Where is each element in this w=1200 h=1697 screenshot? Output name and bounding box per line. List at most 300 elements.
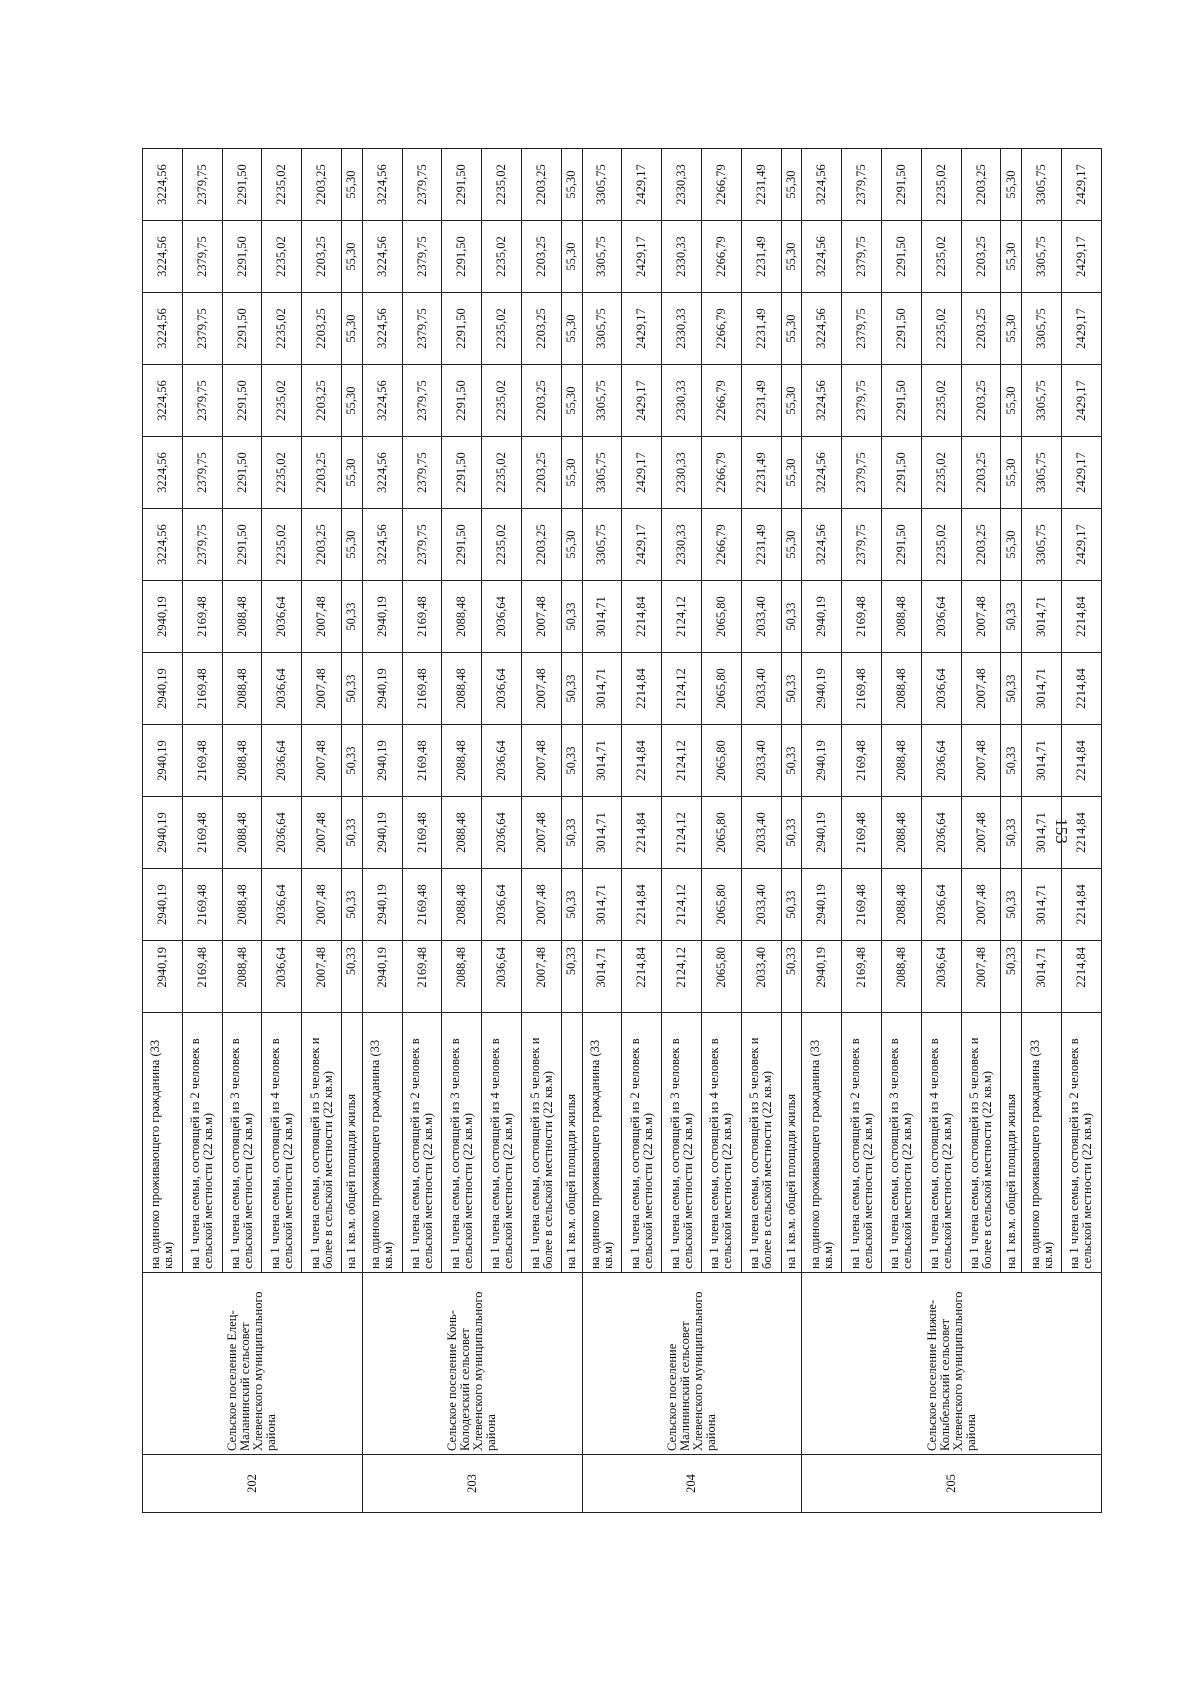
value-cell: 2214,84 xyxy=(1061,725,1101,797)
value-cell: 55,30 xyxy=(781,293,802,365)
value-cell: 3224,56 xyxy=(802,221,842,293)
value-cell: 2235,02 xyxy=(482,293,522,365)
value-cell: 3305,75 xyxy=(582,221,622,293)
value-cell: 2330,33 xyxy=(662,293,702,365)
value-cell: 2940,19 xyxy=(362,725,402,797)
value-cell: 3224,56 xyxy=(802,437,842,509)
row-description: на 1 кв.м. общей площади жилья xyxy=(342,1013,363,1273)
value-cell: 2036,64 xyxy=(262,725,302,797)
value-cell: 3305,75 xyxy=(1022,437,1062,509)
value-cell: 2379,75 xyxy=(842,221,882,293)
value-cell: 2033,40 xyxy=(741,653,781,725)
value-cell: 2330,33 xyxy=(662,149,702,221)
row-description: на 1 члена семьи, состоящей из 4 человек в сельской местности (22 кв.м) xyxy=(702,1013,742,1273)
value-cell: 3305,75 xyxy=(582,293,622,365)
value-cell: 2088,48 xyxy=(442,581,482,653)
value-cell: 3224,56 xyxy=(362,293,402,365)
value-cell: 2007,48 xyxy=(961,581,1001,653)
page-number: 153 xyxy=(1052,818,1071,844)
value-cell: 55,30 xyxy=(781,437,802,509)
value-cell: 2169,48 xyxy=(402,941,442,1013)
value-cell: 2007,48 xyxy=(302,653,342,725)
value-cell: 2007,48 xyxy=(522,653,562,725)
value-cell: 55,30 xyxy=(561,437,582,509)
value-cell: 3014,71 xyxy=(1022,869,1062,941)
value-cell: 2088,48 xyxy=(222,869,262,941)
value-cell: 2124,12 xyxy=(662,725,702,797)
value-cell: 2007,48 xyxy=(961,797,1001,869)
value-cell: 2036,64 xyxy=(262,941,302,1013)
value-cell: 2169,48 xyxy=(402,869,442,941)
row-description: на 1 члена семьи, состоящей из 4 человек в сельской местности (22 кв.м) xyxy=(921,1013,961,1273)
table-row xyxy=(802,149,842,1513)
value-cell: 2291,50 xyxy=(222,437,262,509)
value-cell: 2169,48 xyxy=(842,581,882,653)
value-cell: 3014,71 xyxy=(582,869,622,941)
value-cell: 2429,17 xyxy=(1061,221,1101,293)
value-cell: 2203,25 xyxy=(522,509,562,581)
value-cell: 2169,48 xyxy=(402,653,442,725)
value-cell: 50,33 xyxy=(561,653,582,725)
value-cell: 2007,48 xyxy=(302,941,342,1013)
value-cell: 50,33 xyxy=(342,581,363,653)
value-cell: 55,30 xyxy=(1001,293,1022,365)
value-cell: 2231,49 xyxy=(741,149,781,221)
group-number: 205 xyxy=(802,1455,1102,1513)
value-cell: 2088,48 xyxy=(882,797,922,869)
value-cell: 2088,48 xyxy=(442,797,482,869)
value-cell: 2940,19 xyxy=(143,653,183,725)
value-cell: 2088,48 xyxy=(442,869,482,941)
value-cell: 50,33 xyxy=(342,725,363,797)
value-cell: 2429,17 xyxy=(1061,365,1101,437)
value-cell: 3224,56 xyxy=(362,365,402,437)
value-cell: 2379,75 xyxy=(402,293,442,365)
value-cell: 2203,25 xyxy=(961,221,1001,293)
value-cell: 50,33 xyxy=(1001,869,1022,941)
value-cell: 2266,79 xyxy=(702,437,742,509)
value-cell: 2169,48 xyxy=(842,941,882,1013)
value-cell: 2379,75 xyxy=(842,437,882,509)
value-cell: 2429,17 xyxy=(622,221,662,293)
value-cell: 3224,56 xyxy=(362,509,402,581)
value-cell: 55,30 xyxy=(781,509,802,581)
value-cell: 2291,50 xyxy=(222,509,262,581)
row-description: на 1 члена семьи, состоящей из 5 человек и более в сельской местности (22 кв.м) xyxy=(961,1013,1001,1273)
value-cell: 2088,48 xyxy=(222,941,262,1013)
value-cell: 2291,50 xyxy=(882,293,922,365)
row-description: на 1 члена семьи, состоящей из 3 человек в сельской местности (22 кв.м) xyxy=(442,1013,482,1273)
value-cell: 2033,40 xyxy=(741,941,781,1013)
value-cell: 2291,50 xyxy=(442,365,482,437)
value-cell: 2429,17 xyxy=(1061,149,1101,221)
value-cell: 55,30 xyxy=(1001,149,1022,221)
value-cell: 2036,64 xyxy=(482,797,522,869)
settlement-name: Сельское поселение Нижне-Колыбельский сельсовет Хлевенского муниципального района xyxy=(802,1273,1102,1455)
value-cell: 2124,12 xyxy=(662,941,702,1013)
value-cell: 3224,56 xyxy=(143,293,183,365)
value-cell: 2940,19 xyxy=(143,869,183,941)
value-cell: 2266,79 xyxy=(702,365,742,437)
value-cell: 2036,64 xyxy=(921,581,961,653)
value-cell: 2203,25 xyxy=(522,365,562,437)
value-cell: 2291,50 xyxy=(882,437,922,509)
rotated-table-container xyxy=(142,153,1102,1513)
value-cell: 50,33 xyxy=(781,581,802,653)
value-cell: 2291,50 xyxy=(222,149,262,221)
value-cell: 2169,48 xyxy=(182,869,222,941)
value-cell: 50,33 xyxy=(1001,725,1022,797)
value-cell: 2088,48 xyxy=(882,653,922,725)
value-cell: 2088,48 xyxy=(882,581,922,653)
value-cell: 2203,25 xyxy=(302,149,342,221)
row-description: на одиноко проживающего гражданина (33 кв.м) xyxy=(1022,1013,1062,1273)
value-cell: 2203,25 xyxy=(961,149,1001,221)
value-cell: 2940,19 xyxy=(362,941,402,1013)
value-cell: 2379,75 xyxy=(402,221,442,293)
value-cell: 55,30 xyxy=(561,221,582,293)
value-cell: 2940,19 xyxy=(362,869,402,941)
value-cell: 50,33 xyxy=(342,797,363,869)
row-description: на 1 кв.м. общей площади жилья xyxy=(781,1013,802,1273)
value-cell: 3305,75 xyxy=(582,365,622,437)
value-cell: 50,33 xyxy=(561,797,582,869)
value-cell: 2214,84 xyxy=(622,941,662,1013)
value-cell: 55,30 xyxy=(342,149,363,221)
value-cell: 2379,75 xyxy=(182,437,222,509)
value-cell: 2007,48 xyxy=(302,581,342,653)
value-cell: 2940,19 xyxy=(143,797,183,869)
value-cell: 2214,84 xyxy=(622,653,662,725)
value-cell: 55,30 xyxy=(342,509,363,581)
value-cell: 3224,56 xyxy=(362,221,402,293)
row-description: на 1 члена семьи, состоящей из 2 человек в сельской местности (22 кв.м) xyxy=(182,1013,222,1273)
value-cell: 2124,12 xyxy=(662,581,702,653)
value-cell: 50,33 xyxy=(342,653,363,725)
value-cell: 2379,75 xyxy=(402,509,442,581)
value-cell: 2007,48 xyxy=(302,725,342,797)
value-cell: 55,30 xyxy=(561,293,582,365)
value-cell: 2940,19 xyxy=(802,725,842,797)
value-cell: 2169,48 xyxy=(182,653,222,725)
value-cell: 3305,75 xyxy=(582,437,622,509)
value-cell: 2088,48 xyxy=(222,581,262,653)
value-cell: 2291,50 xyxy=(882,221,922,293)
group-number: 204 xyxy=(582,1455,802,1513)
value-cell: 2088,48 xyxy=(222,653,262,725)
value-cell: 2088,48 xyxy=(222,797,262,869)
value-cell: 3224,56 xyxy=(143,509,183,581)
table-row xyxy=(143,149,183,1513)
table-row xyxy=(582,149,622,1513)
value-cell: 2203,25 xyxy=(961,437,1001,509)
row-description: на 1 члена семьи, состоящей из 5 человек и более в сельской местности (22 кв.м) xyxy=(522,1013,562,1273)
value-cell: 2379,75 xyxy=(182,293,222,365)
value-cell: 2235,02 xyxy=(482,365,522,437)
value-cell: 2088,48 xyxy=(442,941,482,1013)
value-cell: 2429,17 xyxy=(622,509,662,581)
value-cell: 3224,56 xyxy=(802,509,842,581)
value-cell: 50,33 xyxy=(1001,581,1022,653)
value-cell: 50,33 xyxy=(781,725,802,797)
value-cell: 2231,49 xyxy=(741,509,781,581)
value-cell: 2203,25 xyxy=(302,221,342,293)
row-description: на 1 члена семьи, состоящей из 2 человек в сельской местности (22 кв.м) xyxy=(402,1013,442,1273)
value-cell: 55,30 xyxy=(1001,365,1022,437)
tariff-table xyxy=(142,148,1102,1513)
value-cell: 2940,19 xyxy=(143,725,183,797)
value-cell: 2036,64 xyxy=(262,869,302,941)
value-cell: 2203,25 xyxy=(961,509,1001,581)
value-cell: 2235,02 xyxy=(262,509,302,581)
value-cell: 2940,19 xyxy=(802,869,842,941)
value-cell: 3014,71 xyxy=(1022,725,1062,797)
value-cell: 2940,19 xyxy=(362,797,402,869)
group-number: 202 xyxy=(143,1455,363,1513)
value-cell: 2235,02 xyxy=(482,149,522,221)
value-cell: 3305,75 xyxy=(582,509,622,581)
value-cell: 2214,84 xyxy=(1061,797,1101,869)
value-cell: 2291,50 xyxy=(222,293,262,365)
value-cell: 2169,48 xyxy=(182,941,222,1013)
value-cell: 3224,56 xyxy=(802,149,842,221)
value-cell: 2007,48 xyxy=(522,797,562,869)
value-cell: 2203,25 xyxy=(302,509,342,581)
row-description: на 1 члена семьи, состоящей из 2 человек в сельской местности (22 кв.м) xyxy=(842,1013,882,1273)
value-cell: 3014,71 xyxy=(582,653,622,725)
value-cell: 2214,84 xyxy=(622,869,662,941)
value-cell: 3014,71 xyxy=(1022,653,1062,725)
value-cell: 3305,75 xyxy=(1022,365,1062,437)
value-cell: 2007,48 xyxy=(522,725,562,797)
value-cell: 2429,17 xyxy=(1061,437,1101,509)
value-cell: 3224,56 xyxy=(143,149,183,221)
value-cell: 3305,75 xyxy=(1022,221,1062,293)
value-cell: 2214,84 xyxy=(622,797,662,869)
value-cell: 2088,48 xyxy=(882,941,922,1013)
value-cell: 2124,12 xyxy=(662,797,702,869)
value-cell: 2429,17 xyxy=(622,293,662,365)
value-cell: 2036,64 xyxy=(262,653,302,725)
value-cell: 2036,64 xyxy=(482,653,522,725)
row-description: на одиноко проживающего гражданина (33 кв.м) xyxy=(582,1013,622,1273)
value-cell: 3014,71 xyxy=(1022,941,1062,1013)
value-cell: 2033,40 xyxy=(741,581,781,653)
value-cell: 2214,84 xyxy=(622,581,662,653)
value-cell: 2036,64 xyxy=(482,725,522,797)
row-description: на 1 члена семьи, состоящей из 5 человек и более в сельской местности (22 кв.м) xyxy=(741,1013,781,1273)
value-cell: 2231,49 xyxy=(741,221,781,293)
value-cell: 2214,84 xyxy=(1061,653,1101,725)
row-description: на одиноко проживающего гражданина (33 кв.м) xyxy=(802,1013,842,1273)
value-cell: 50,33 xyxy=(1001,941,1022,1013)
value-cell: 2330,33 xyxy=(662,509,702,581)
value-cell: 2033,40 xyxy=(741,869,781,941)
value-cell: 2429,17 xyxy=(1061,509,1101,581)
value-cell: 2036,64 xyxy=(921,725,961,797)
value-cell: 2266,79 xyxy=(702,509,742,581)
value-cell: 2214,84 xyxy=(1061,581,1101,653)
value-cell: 2088,48 xyxy=(442,653,482,725)
value-cell: 2033,40 xyxy=(741,725,781,797)
value-cell: 2203,25 xyxy=(522,437,562,509)
value-cell: 2379,75 xyxy=(182,509,222,581)
value-cell: 2007,48 xyxy=(522,941,562,1013)
value-cell: 2379,75 xyxy=(182,221,222,293)
value-cell: 2379,75 xyxy=(402,365,442,437)
value-cell: 2235,02 xyxy=(482,509,522,581)
value-cell: 2231,49 xyxy=(741,437,781,509)
value-cell: 2235,02 xyxy=(921,365,961,437)
settlement-name: Сельское поселение Конь-Колодезский сельсовет Хлевенского муниципального района xyxy=(362,1273,582,1455)
value-cell: 2940,19 xyxy=(802,581,842,653)
value-cell: 2291,50 xyxy=(442,509,482,581)
value-cell: 2235,02 xyxy=(482,221,522,293)
row-description: на одиноко проживающего гражданина (33 кв.м) xyxy=(362,1013,402,1273)
value-cell: 2203,25 xyxy=(522,293,562,365)
value-cell: 2235,02 xyxy=(262,293,302,365)
value-cell: 2169,48 xyxy=(182,797,222,869)
value-cell: 2007,48 xyxy=(961,725,1001,797)
value-cell: 2169,48 xyxy=(842,653,882,725)
value-cell: 2429,17 xyxy=(622,149,662,221)
value-cell: 3014,71 xyxy=(582,725,622,797)
table-row xyxy=(362,149,402,1513)
value-cell: 2036,64 xyxy=(262,581,302,653)
value-cell: 2088,48 xyxy=(882,725,922,797)
value-cell: 2291,50 xyxy=(442,293,482,365)
value-cell: 2940,19 xyxy=(802,797,842,869)
value-cell: 55,30 xyxy=(342,365,363,437)
value-cell: 2007,48 xyxy=(522,581,562,653)
value-cell: 2033,40 xyxy=(741,797,781,869)
value-cell: 2330,33 xyxy=(662,365,702,437)
value-cell: 2291,50 xyxy=(222,365,262,437)
row-description: на 1 члена семьи, состоящей из 4 человек в сельской местности (22 кв.м) xyxy=(262,1013,302,1273)
value-cell: 2231,49 xyxy=(741,293,781,365)
value-cell: 3305,75 xyxy=(1022,293,1062,365)
value-cell: 2379,75 xyxy=(402,437,442,509)
value-cell: 55,30 xyxy=(781,149,802,221)
value-cell: 2429,17 xyxy=(622,437,662,509)
value-cell: 2429,17 xyxy=(1061,293,1101,365)
row-description: на 1 члена семьи, состоящей из 5 человек и более в сельской местности (22 кв.м) xyxy=(302,1013,342,1273)
value-cell: 2065,80 xyxy=(702,797,742,869)
value-cell: 2203,25 xyxy=(522,149,562,221)
value-cell: 3224,56 xyxy=(362,437,402,509)
value-cell: 2235,02 xyxy=(921,149,961,221)
value-cell: 2214,84 xyxy=(1061,941,1101,1013)
value-cell: 2169,48 xyxy=(842,869,882,941)
value-cell: 2088,48 xyxy=(882,869,922,941)
value-cell: 2940,19 xyxy=(362,581,402,653)
value-cell: 55,30 xyxy=(561,365,582,437)
value-cell: 2291,50 xyxy=(442,221,482,293)
value-cell: 3224,56 xyxy=(802,365,842,437)
value-cell: 50,33 xyxy=(561,869,582,941)
value-cell: 3224,56 xyxy=(143,221,183,293)
value-cell: 2940,19 xyxy=(362,653,402,725)
value-cell: 2065,80 xyxy=(702,653,742,725)
value-cell: 2065,80 xyxy=(702,581,742,653)
row-description: на 1 члена семьи, состоящей из 3 человек в сельской местности (22 кв.м) xyxy=(882,1013,922,1273)
row-description: на 1 члена семьи, состоящей из 3 человек в сельской местности (22 кв.м) xyxy=(222,1013,262,1273)
value-cell: 2169,48 xyxy=(402,581,442,653)
value-cell: 2266,79 xyxy=(702,221,742,293)
value-cell: 3305,75 xyxy=(582,149,622,221)
value-cell: 2379,75 xyxy=(842,293,882,365)
value-cell: 50,33 xyxy=(781,869,802,941)
value-cell: 2940,19 xyxy=(143,941,183,1013)
value-cell: 2235,02 xyxy=(262,149,302,221)
value-cell: 3224,56 xyxy=(143,437,183,509)
value-cell: 2203,25 xyxy=(302,293,342,365)
value-cell: 2291,50 xyxy=(882,509,922,581)
value-cell: 2940,19 xyxy=(802,941,842,1013)
value-cell: 3014,71 xyxy=(1022,797,1062,869)
row-description: на 1 члена семьи, состоящей из 4 человек в сельской местности (22 кв.м) xyxy=(482,1013,522,1273)
row-description: на 1 члена семьи, состоящей из 2 человек в сельской местности (22 кв.м) xyxy=(1061,1013,1101,1273)
value-cell: 2007,48 xyxy=(961,941,1001,1013)
value-cell: 50,33 xyxy=(1001,653,1022,725)
value-cell: 2266,79 xyxy=(702,149,742,221)
value-cell: 50,33 xyxy=(561,941,582,1013)
value-cell: 2088,48 xyxy=(442,725,482,797)
value-cell: 2036,64 xyxy=(482,869,522,941)
value-cell: 2203,25 xyxy=(302,437,342,509)
value-cell: 2940,19 xyxy=(802,653,842,725)
value-cell: 2169,48 xyxy=(842,725,882,797)
value-cell: 2330,33 xyxy=(662,221,702,293)
value-cell: 3014,71 xyxy=(1022,581,1062,653)
row-description: на 1 кв.м. общей площади жилья xyxy=(1001,1013,1022,1273)
value-cell: 2379,75 xyxy=(402,149,442,221)
value-cell: 3224,56 xyxy=(802,293,842,365)
value-cell: 2231,49 xyxy=(741,365,781,437)
row-description: на 1 кв.м. общей площади жилья xyxy=(561,1013,582,1273)
value-cell: 2007,48 xyxy=(302,869,342,941)
settlement-name: Сельское поселение Малининский сельсовет Хлевенского муниципального района xyxy=(582,1273,802,1455)
value-cell: 50,33 xyxy=(781,797,802,869)
value-cell: 2235,02 xyxy=(921,509,961,581)
value-cell: 55,30 xyxy=(1001,221,1022,293)
value-cell: 2203,25 xyxy=(302,365,342,437)
value-cell: 2036,64 xyxy=(921,869,961,941)
value-cell: 55,30 xyxy=(342,437,363,509)
value-cell: 2036,64 xyxy=(482,941,522,1013)
value-cell: 2169,48 xyxy=(182,581,222,653)
value-cell: 2036,64 xyxy=(921,797,961,869)
value-cell: 2291,50 xyxy=(222,221,262,293)
value-cell: 2065,80 xyxy=(702,725,742,797)
value-cell: 3014,71 xyxy=(582,581,622,653)
value-cell: 55,30 xyxy=(781,221,802,293)
value-cell: 2235,02 xyxy=(921,221,961,293)
value-cell: 2088,48 xyxy=(222,725,262,797)
value-cell: 55,30 xyxy=(342,293,363,365)
value-cell: 2036,64 xyxy=(921,653,961,725)
value-cell: 2007,48 xyxy=(961,869,1001,941)
value-cell: 2203,25 xyxy=(961,365,1001,437)
value-cell: 3014,71 xyxy=(582,941,622,1013)
value-cell: 2235,02 xyxy=(921,293,961,365)
value-cell: 2235,02 xyxy=(262,221,302,293)
value-cell: 50,33 xyxy=(781,941,802,1013)
value-cell: 3305,75 xyxy=(1022,149,1062,221)
value-cell: 3224,56 xyxy=(143,365,183,437)
value-cell: 55,30 xyxy=(1001,509,1022,581)
value-cell: 50,33 xyxy=(781,653,802,725)
